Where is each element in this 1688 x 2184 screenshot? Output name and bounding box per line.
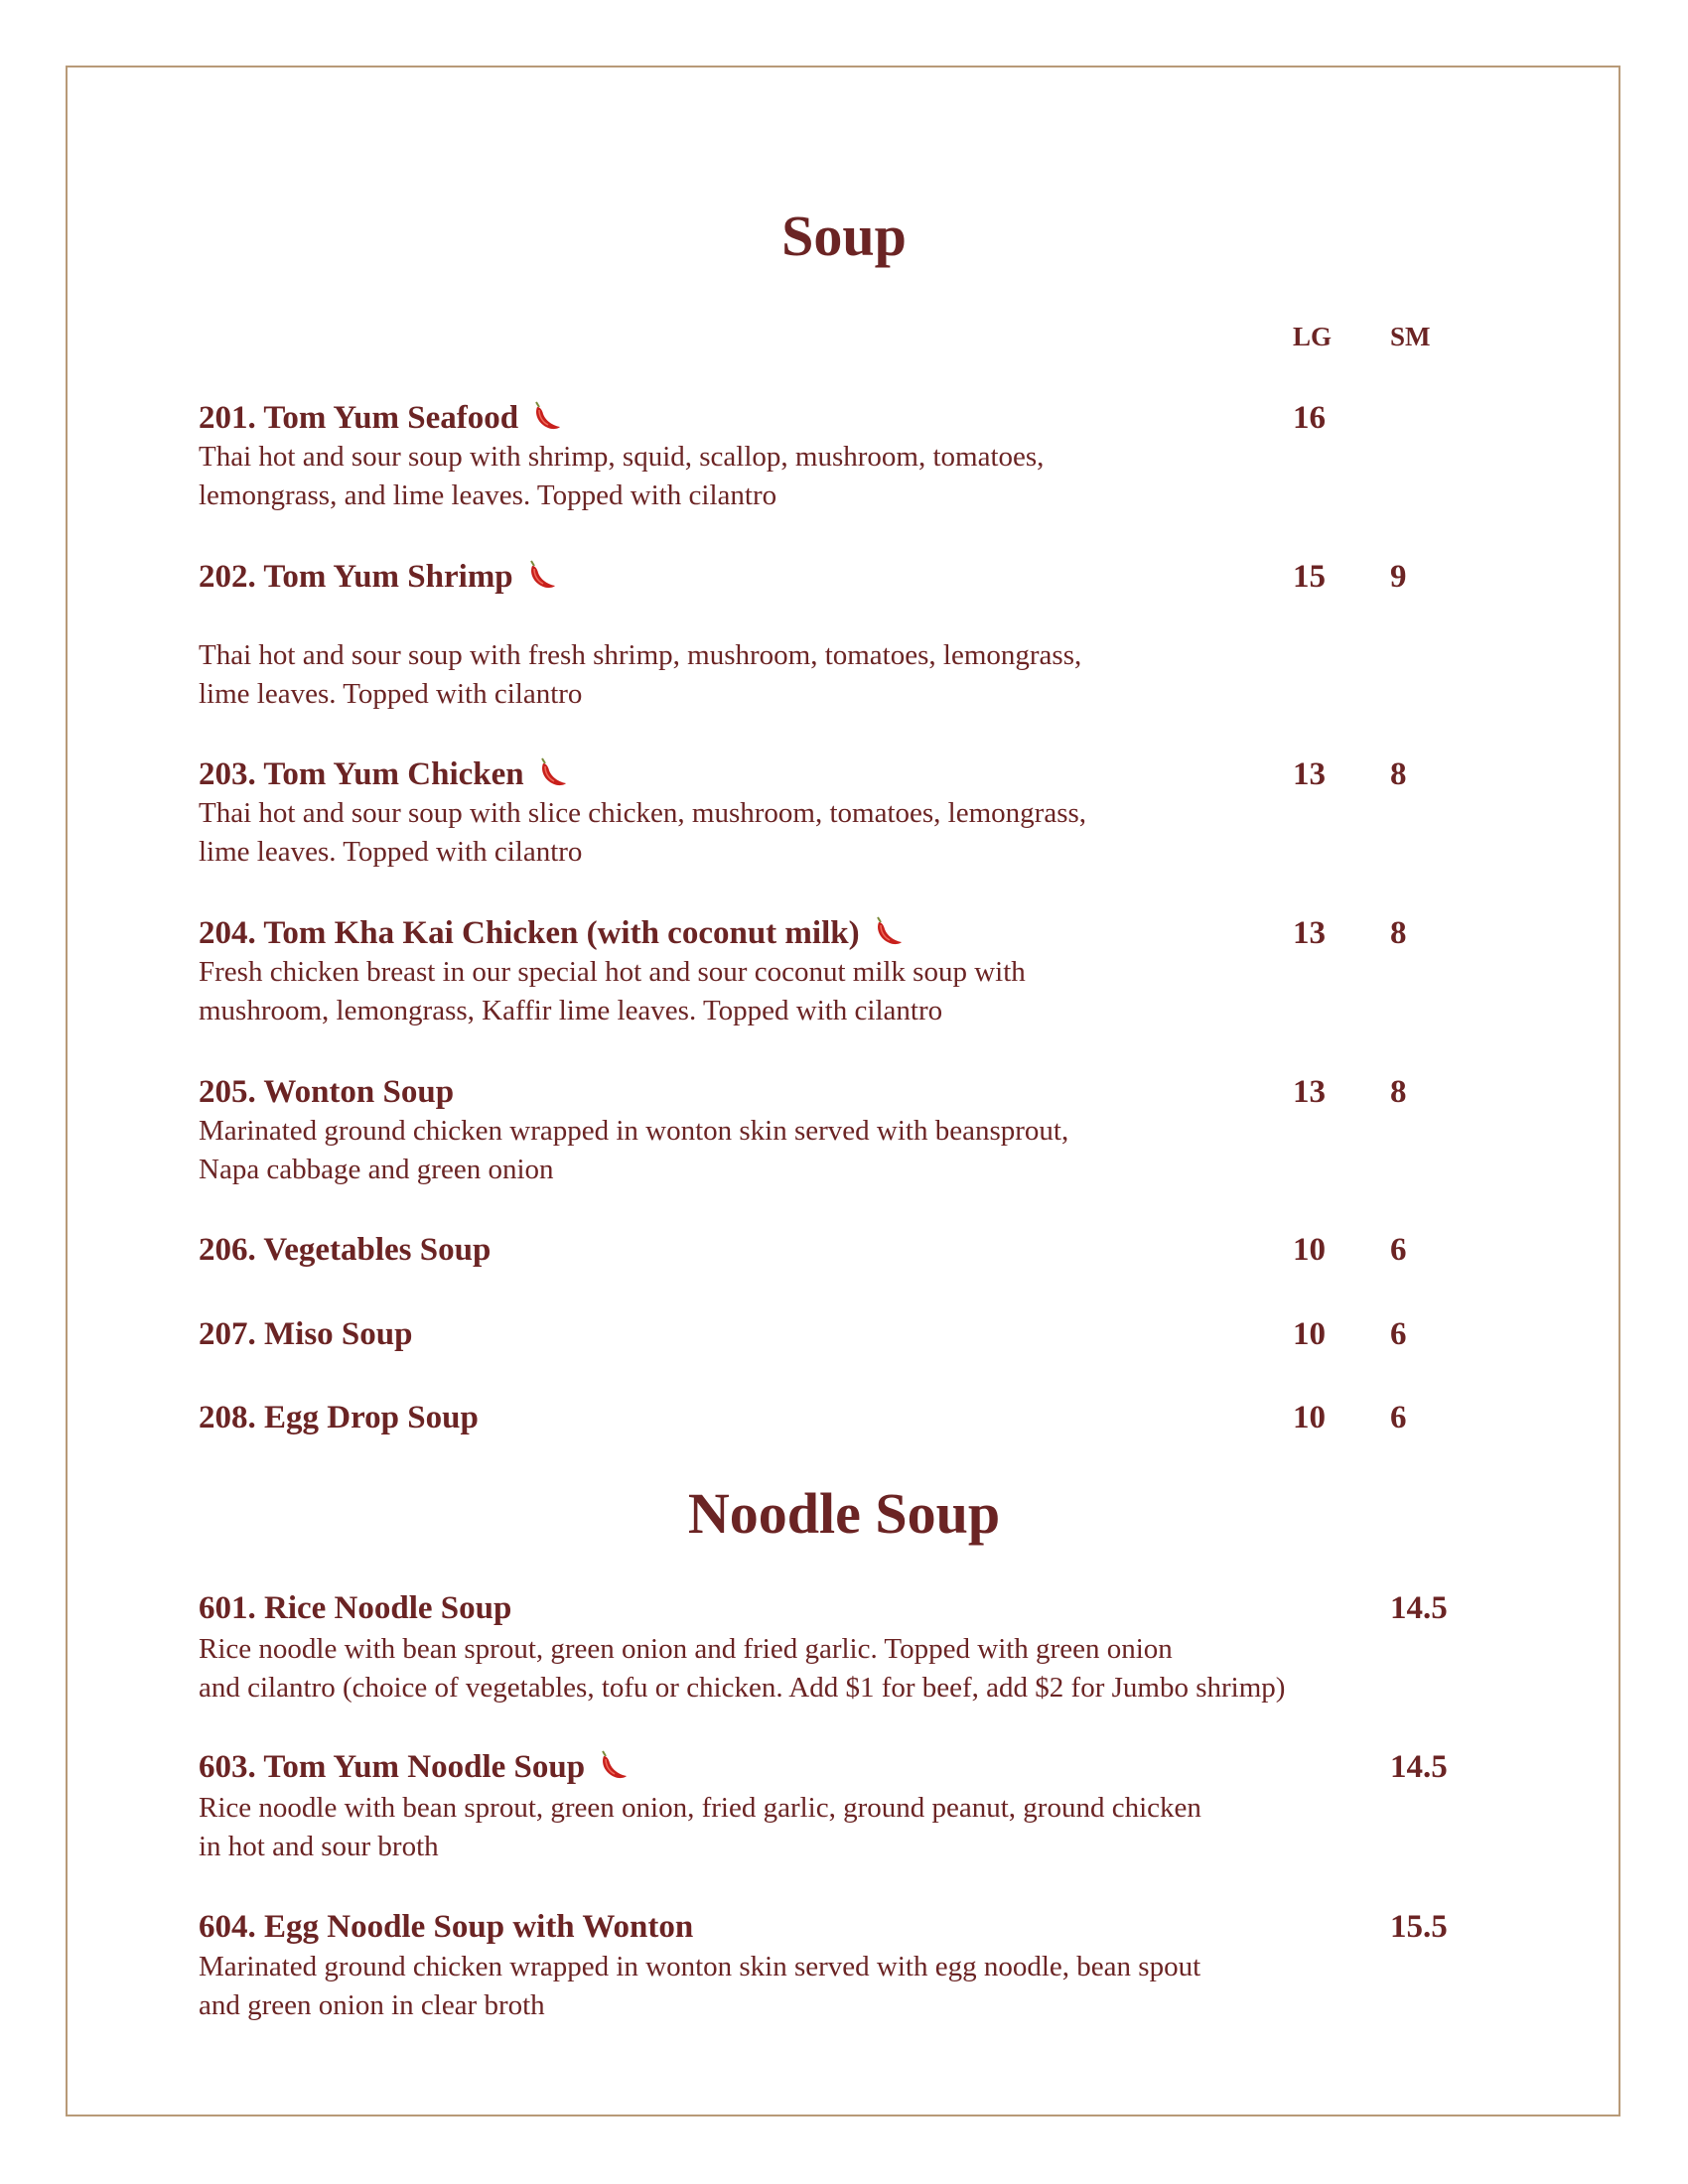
item-name: 207. Miso Soup xyxy=(199,1316,413,1352)
item-description: Marinated ground chicken wrapped in wonton skin served with egg noodle, bean spout xyxy=(199,1951,1201,1982)
price-lg: 16 xyxy=(1293,400,1326,436)
item-name: 203. Tom Yum Chicken xyxy=(199,756,524,792)
chili-pepper-icon xyxy=(528,398,562,438)
item-description: and cilantro (choice of vegetables, tofu or chicken. Add $1 for beef, add $2 for Jumbo shrimp) xyxy=(199,1672,1286,1704)
menu-item-title xyxy=(199,913,904,953)
chili-pepper-icon xyxy=(595,1747,629,1787)
menu-item-title xyxy=(199,1072,454,1112)
item-name: 604. Egg Noodle Soup with Wonton xyxy=(199,1909,694,1945)
item-description: Thai hot and sour soup with fresh shrimp, mushroom, tomatoes, lemongrass, xyxy=(199,639,1082,671)
item-name: 206. Vegetables Soup xyxy=(199,1232,492,1268)
menu-item-title xyxy=(199,1588,511,1628)
chili-pepper-icon xyxy=(870,913,904,953)
price: 15.5 xyxy=(1390,1909,1448,1945)
price-sm: 6 xyxy=(1390,1400,1407,1435)
item-description: Marinated ground chicken wrapped in wonton skin served with beansprout, xyxy=(199,1115,1069,1147)
menu-item-title xyxy=(199,754,568,794)
item-name: 205. Wonton Soup xyxy=(199,1074,455,1110)
item-name: 603. Tom Yum Noodle Soup xyxy=(199,1749,586,1785)
item-name: 201. Tom Yum Seafood xyxy=(199,400,519,436)
price-sm: 6 xyxy=(1390,1232,1407,1268)
column-lg: LG xyxy=(1293,322,1333,351)
price-lg: 10 xyxy=(1293,1400,1326,1435)
item-name: 204. Tom Kha Kai Chicken (with coconut milk) xyxy=(199,915,860,951)
price-sm: 9 xyxy=(1390,559,1407,595)
item-description: and green onion in clear broth xyxy=(199,1989,545,2021)
noodle-soup-heading: Noodle Soup xyxy=(687,1481,1001,1546)
column-sm: SM xyxy=(1390,322,1431,351)
price-sm: 8 xyxy=(1390,915,1407,951)
item-description: Thai hot and sour soup with slice chicken, mushroom, tomatoes, lemongrass, xyxy=(199,797,1087,829)
item-name: 601. Rice Noodle Soup xyxy=(199,1590,512,1626)
price: 14.5 xyxy=(1390,1590,1448,1626)
item-description: Fresh chicken breast in our special hot and sour coconut milk soup with xyxy=(199,956,1026,988)
menu-item-title xyxy=(199,1398,479,1437)
item-description: Rice noodle with bean sprout, green onion and fried garlic. Topped with green onion xyxy=(199,1633,1173,1665)
price-lg: 13 xyxy=(1293,915,1326,951)
menu-item-title xyxy=(199,557,557,597)
menu-item-title xyxy=(199,1314,412,1354)
soup-heading: Soup xyxy=(781,204,907,268)
menu-item-title xyxy=(199,1907,693,1947)
item-name: 208. Egg Drop Soup xyxy=(199,1400,479,1435)
price-lg: 15 xyxy=(1293,559,1326,595)
item-description: Napa cabbage and green onion xyxy=(199,1154,554,1185)
item-description: lemongrass, and lime leaves. Topped with cilantro xyxy=(199,479,777,511)
chili-pepper-icon xyxy=(523,557,557,597)
chili-pepper-icon xyxy=(534,754,568,794)
item-description: Rice noodle with bean sprout, green onion, fried garlic, ground peanut, ground chicken xyxy=(199,1792,1201,1824)
item-name: 202. Tom Yum Shrimp xyxy=(199,559,513,595)
price-lg: 13 xyxy=(1293,756,1326,792)
item-description: Thai hot and sour soup with shrimp, squid, scallop, mushroom, tomatoes, xyxy=(199,441,1045,473)
item-description: lime leaves. Topped with cilantro xyxy=(199,836,583,868)
menu-item-title xyxy=(199,1230,491,1270)
price-lg: 10 xyxy=(1293,1232,1326,1268)
item-description: mushroom, lemongrass, Kaffir lime leaves. Topped with cilantro xyxy=(199,995,943,1026)
price-sm: 6 xyxy=(1390,1316,1407,1352)
price-sm: 8 xyxy=(1390,756,1407,792)
price-sm: 8 xyxy=(1390,1074,1407,1110)
item-description: in hot and sour broth xyxy=(199,1831,439,1862)
price: 14.5 xyxy=(1390,1749,1448,1785)
item-description: lime leaves. Topped with cilantro xyxy=(199,678,583,710)
price-lg: 13 xyxy=(1293,1074,1326,1110)
menu-item-title xyxy=(199,398,562,438)
price-lg: 10 xyxy=(1293,1316,1326,1352)
menu-item-title xyxy=(199,1747,629,1787)
